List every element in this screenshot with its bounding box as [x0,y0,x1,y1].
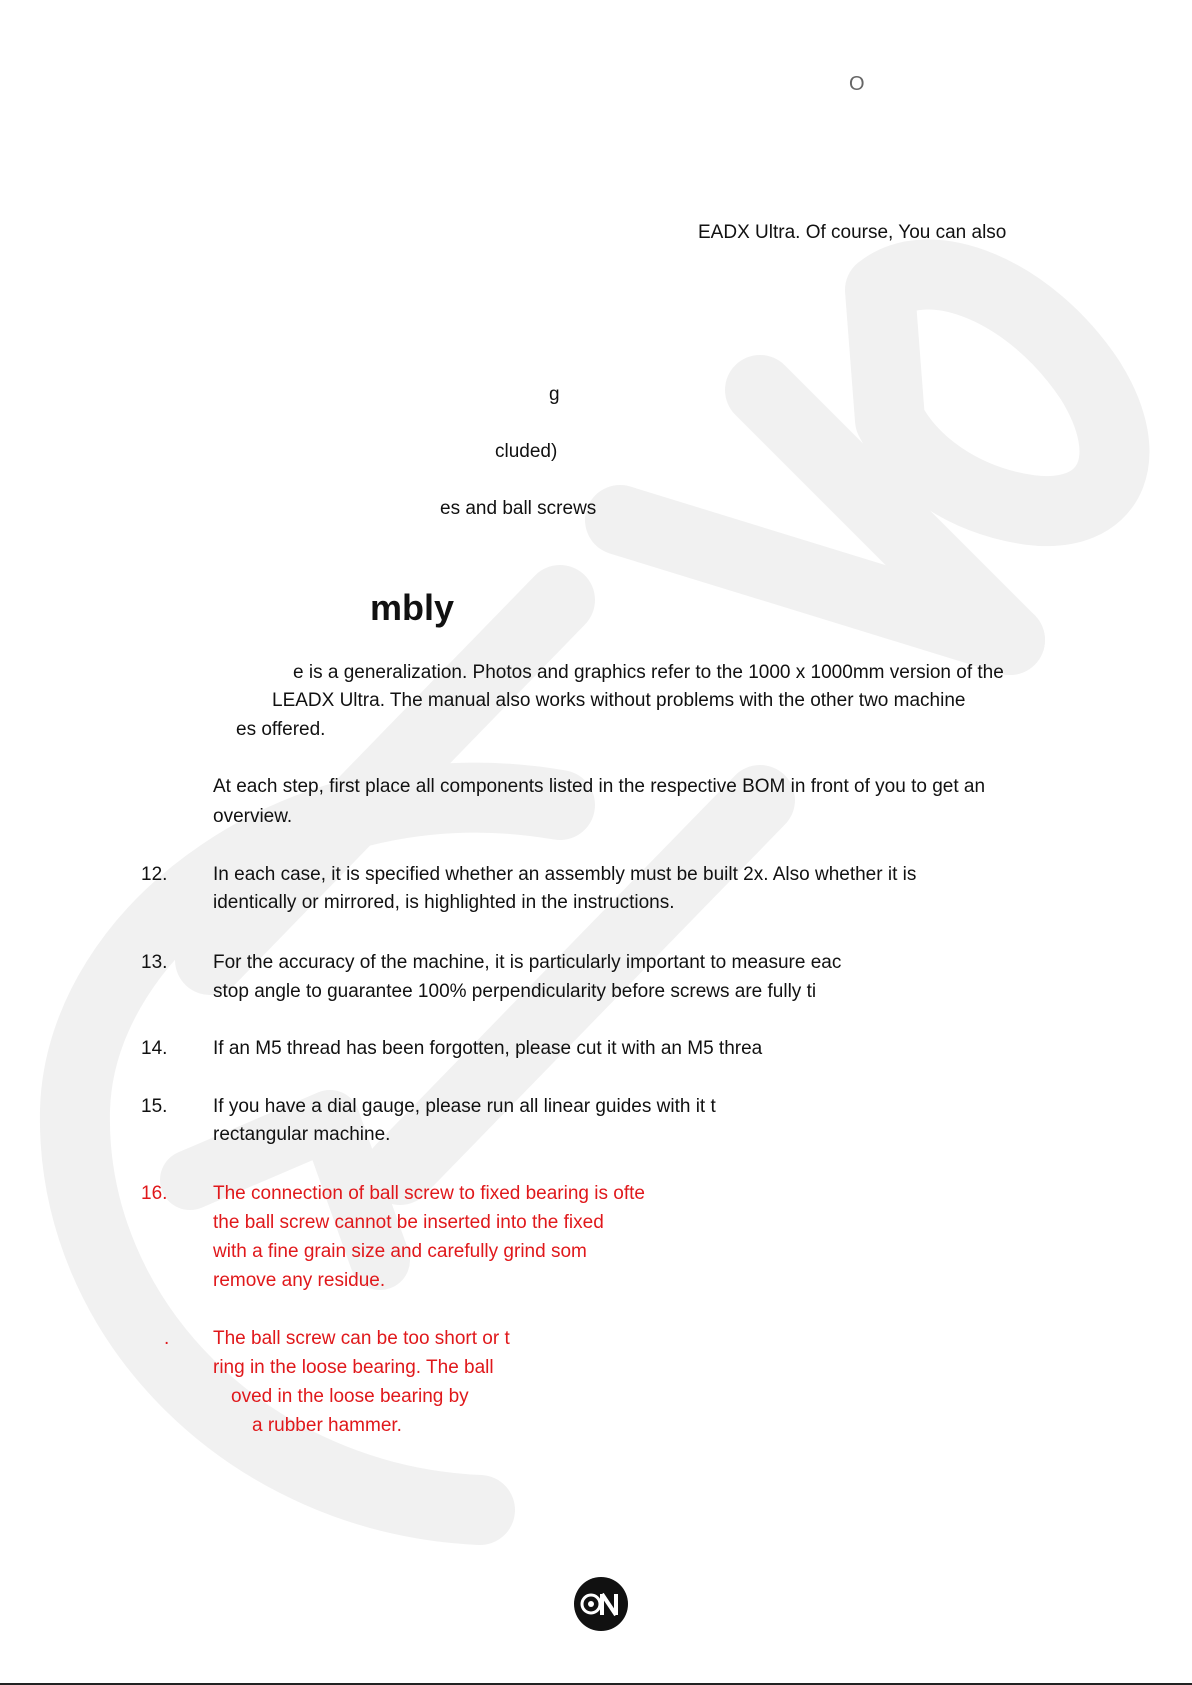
list-item-line: For the accuracy of the machine, it is particularly important to measure eac [213,952,842,973]
list-item-line: In each case, it is specified whether an assembly must be built 2x. Also whether it is [213,864,917,885]
intro-fragment: g [549,384,560,405]
gn-logo-icon [573,1576,629,1632]
list-item-line: If an M5 thread has been forgotten, please cut it with an M5 threa [213,1038,763,1059]
warning-line: a rubber hammer. [252,1415,402,1436]
list-number: 16. [141,1183,168,1204]
list-item-line: If you have a dial gauge, please run all linear guides with it t [213,1096,716,1117]
warning-line: The ball screw can be too short or t [213,1328,510,1349]
warning-line: The connection of ball screw to fixed bearing is ofte [213,1183,645,1204]
list-number: . [164,1328,170,1349]
warning-line: with a fine grain size and carefully grind som [213,1241,587,1262]
paragraph-line: At each step, first place all components listed in the respective BOM in front of you to get an [213,776,986,797]
list-item-line: rectangular machine. [213,1124,391,1145]
intro-line: EADX Ultra. Of course, You can also [698,222,1007,243]
paragraph-line: e is a generalization. Photos and graphics refer to the 1000 x 1000mm version of the [293,662,1004,683]
header-mark: O [849,73,865,95]
paragraph-line: es offered. [236,719,326,740]
warning-line: oved in the loose bearing by [231,1386,469,1407]
paragraph-line: LEADX Ultra. The manual also works without problems with the other two machine [272,690,966,711]
list-item-line: stop angle to guarantee 100% perpendicularity before screws are fully ti [213,981,817,1002]
paragraph-line: overview. [213,806,293,827]
list-number: 12. [141,864,168,885]
section-heading: mbly [370,587,455,628]
intro-fragment: es and ball screws [440,498,597,519]
warning-line: remove any residue. [213,1270,386,1291]
list-item-line: identically or mirrored, is highlighted in the instructions. [213,892,675,913]
list-number: 13. [141,952,168,973]
intro-fragment: cluded) [495,441,558,462]
warning-line: the ball screw cannot be inserted into the fixed [213,1212,604,1233]
warning-line: ring in the loose bearing. The ball [213,1357,494,1378]
list-number: 14. [141,1038,168,1059]
list-number: 15. [141,1096,168,1117]
